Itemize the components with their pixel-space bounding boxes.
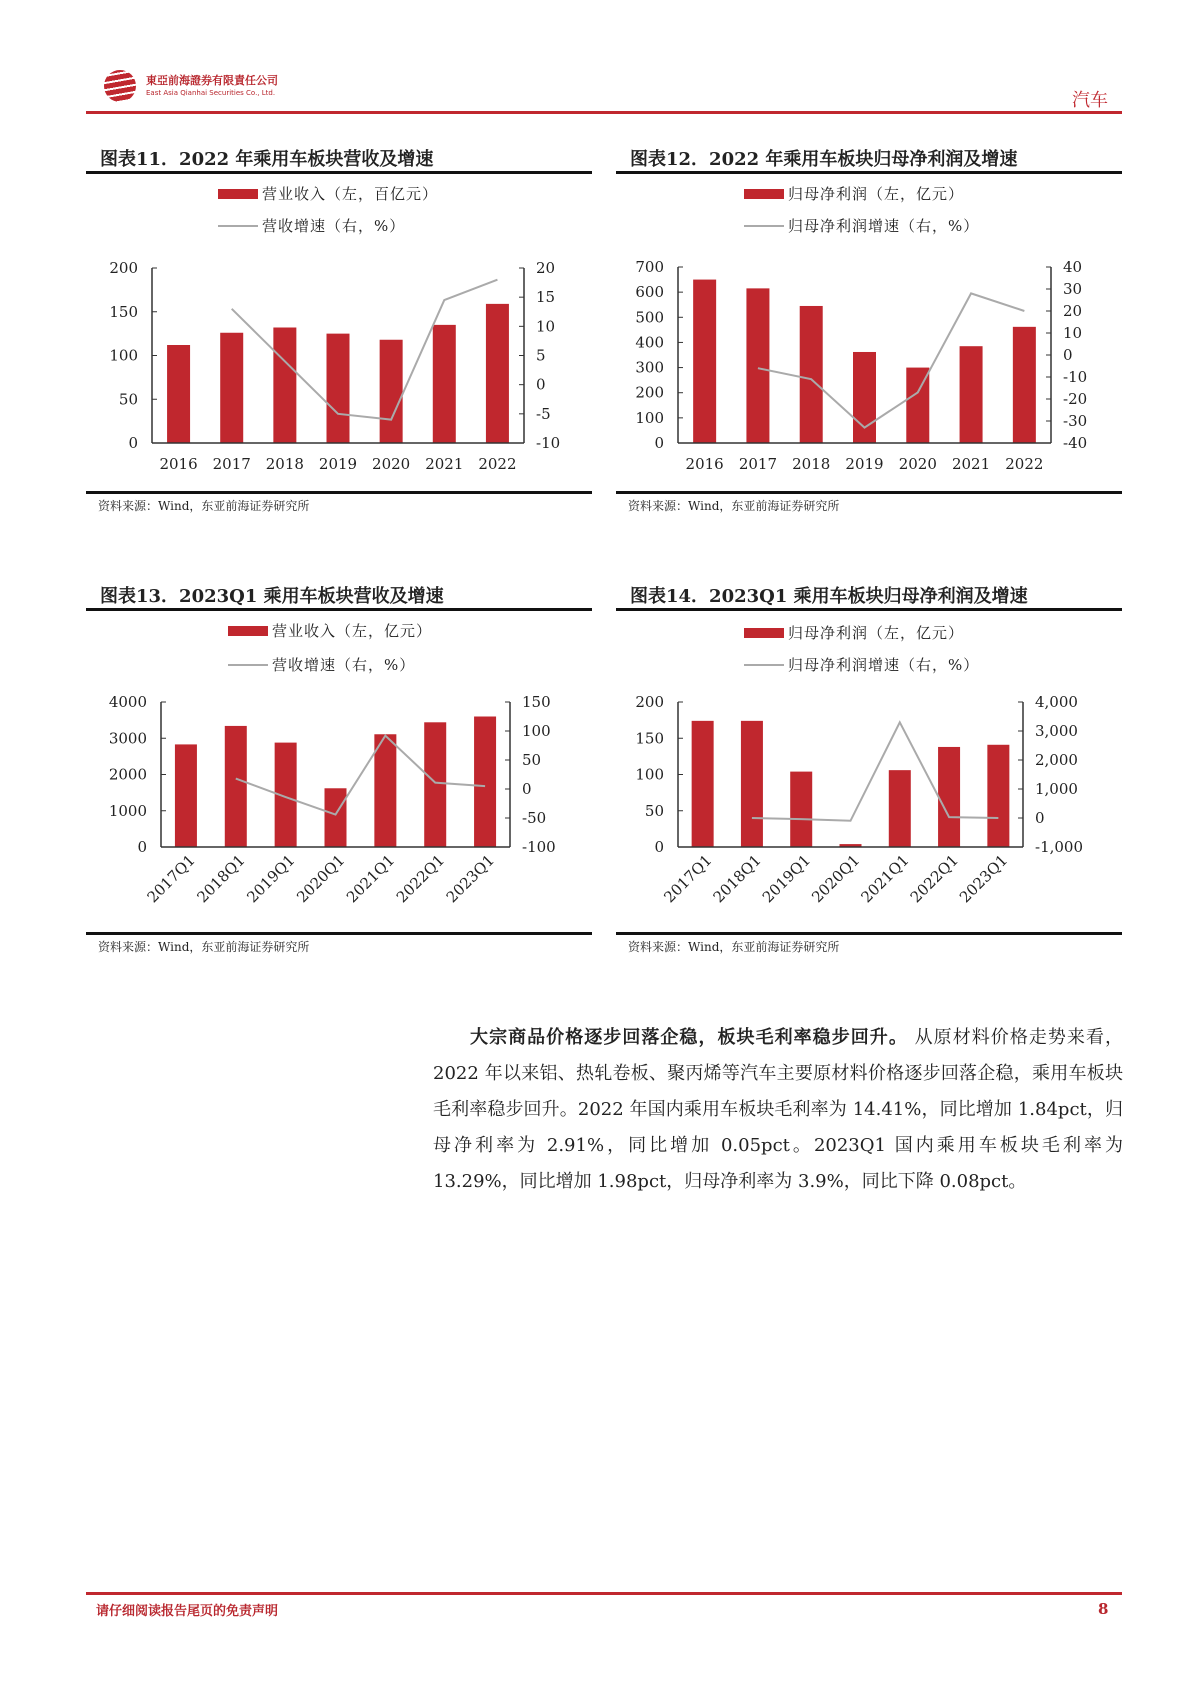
right-tick-label: 20 xyxy=(536,259,556,277)
right-tick-label: 0 xyxy=(1035,809,1045,827)
paragraph-text: 从原材料价格走势来看，2022 年以来铝、热轧卷板、聚丙烯等汽车主要原材料价格逐步回落企稳，乘用车板块毛利率稳步回升。2022 年国内乘用车板块毛利率为 14.41%，同比增加 1.84pct，归母净利率为 2.91%，同比增加 0.05pct。2023Q1 国内乘用车板块毛利率为 13.29%，同比增加 1.98pct，归母净利率为 3.9%，同比下降 0.08pct。 xyxy=(433,1027,1124,1192)
x-tick-label: 2019 xyxy=(318,455,358,473)
right-tick-label: 0 xyxy=(522,780,532,798)
right-tick-label: -10 xyxy=(1063,368,1088,386)
source-note: 资料来源：Wind，东亚前海证券研究所 xyxy=(98,499,310,513)
right-tick-label: 50 xyxy=(522,751,542,769)
legend-label: 归母净利润增速（右，%） xyxy=(788,656,980,674)
chart-plot xyxy=(616,145,1122,545)
left-tick-label: 3000 xyxy=(108,729,147,748)
left-tick-label: 150 xyxy=(109,302,138,321)
chart-panel-13 xyxy=(86,582,592,982)
chart-plot xyxy=(616,582,1122,982)
left-tick-label: 700 xyxy=(635,258,664,276)
right-tick-label: 20 xyxy=(1063,302,1083,320)
bar-2021 xyxy=(433,325,456,443)
chart-title: 图表13．2023Q1 乘用车板块营收及增速 xyxy=(100,586,444,607)
bar-2017Q1 xyxy=(175,744,197,847)
x-tick-label: 2022 xyxy=(478,455,517,473)
x-tick-label: 2020 xyxy=(372,455,411,473)
chart-plot xyxy=(86,145,592,545)
right-tick-label: 2,000 xyxy=(1035,751,1078,769)
legend-label: 归母净利润（左，亿元） xyxy=(788,624,965,642)
bar-2020Q1 xyxy=(325,788,347,847)
x-tick-label: 2017 xyxy=(212,455,251,473)
left-tick-label: 150 xyxy=(635,729,664,748)
right-tick-label: 0 xyxy=(1063,346,1073,364)
right-tick-label: 30 xyxy=(1063,280,1083,298)
bar-2016 xyxy=(693,280,716,443)
right-tick-label: 150 xyxy=(522,693,551,711)
left-tick-label: 0 xyxy=(654,434,664,452)
left-tick-label: 100 xyxy=(109,346,138,365)
bar-2023Q1 xyxy=(474,717,496,848)
bar-2019Q1 xyxy=(790,772,812,847)
x-tick-label: 2019Q1 xyxy=(758,851,815,907)
bar-2019 xyxy=(853,352,876,443)
legend-label: 营业收入（左，百亿元） xyxy=(262,185,439,203)
x-tick-label: 2022Q1 xyxy=(906,851,962,907)
bar-2022 xyxy=(486,304,509,443)
x-tick-label: 2017Q1 xyxy=(143,851,199,907)
left-tick-label: 500 xyxy=(635,308,664,327)
left-tick-label: 400 xyxy=(635,333,664,352)
header-divider xyxy=(86,111,1122,114)
right-tick-label: -30 xyxy=(1063,412,1088,430)
x-tick-label: 2021 xyxy=(425,455,464,473)
left-tick-label: 4000 xyxy=(108,693,147,711)
left-tick-label: 50 xyxy=(118,390,138,409)
legend-label: 归母净利润（左，亿元） xyxy=(788,185,965,203)
x-tick-label: 2018Q1 xyxy=(709,851,765,907)
company-logo-icon xyxy=(104,70,136,102)
x-tick-label: 2018 xyxy=(265,455,304,473)
right-tick-label: -1,000 xyxy=(1035,838,1084,856)
chart-title: 图表11．2022 年乘用车板块营收及增速 xyxy=(100,149,434,170)
x-tick-label: 2018 xyxy=(792,455,831,473)
chart-panel-12 xyxy=(616,145,1122,545)
source-note: 资料来源：Wind，东亚前海证券研究所 xyxy=(628,499,840,513)
page-number: 8 xyxy=(1098,1600,1109,1618)
bar-2018Q1 xyxy=(225,726,247,847)
x-tick-label: 2020 xyxy=(898,455,937,473)
source-note: 资料来源：Wind，东亚前海证券研究所 xyxy=(628,940,840,954)
bar-2018Q1 xyxy=(741,721,763,847)
bar-2017 xyxy=(746,288,769,443)
left-tick-label: 1000 xyxy=(108,801,147,820)
sector-label: 汽车 xyxy=(1072,90,1108,111)
source-note: 资料来源：Wind，东亚前海证券研究所 xyxy=(98,940,310,954)
right-tick-label: -5 xyxy=(536,404,551,423)
left-tick-label: 2000 xyxy=(108,765,147,784)
x-tick-label: 2017 xyxy=(738,455,778,473)
right-tick-label: -40 xyxy=(1063,434,1088,452)
x-tick-label: 2021Q1 xyxy=(343,851,399,907)
paragraph-lead: 大宗商品价格逐步回落企稳，板块毛利率稳步回升。 xyxy=(469,1027,908,1048)
left-tick-label: 0 xyxy=(654,838,664,856)
bar-2019 xyxy=(327,334,350,443)
bar-2022 xyxy=(1013,327,1036,443)
right-tick-label: -20 xyxy=(1063,390,1088,408)
left-tick-label: 200 xyxy=(635,693,664,711)
bar-2018 xyxy=(800,306,823,443)
left-tick-label: 0 xyxy=(128,434,138,452)
right-tick-label: 10 xyxy=(1063,324,1083,342)
right-tick-label: -50 xyxy=(522,809,547,827)
left-tick-label: 600 xyxy=(635,283,664,302)
right-tick-label: 100 xyxy=(522,722,551,740)
left-tick-label: 200 xyxy=(635,383,664,402)
bar-2023Q1 xyxy=(987,745,1009,847)
growth-line xyxy=(752,722,998,820)
left-tick-label: 300 xyxy=(635,358,664,377)
x-tick-label: 2021 xyxy=(951,455,991,473)
x-tick-label: 2023Q1 xyxy=(442,851,498,907)
company-name-cn: 東亞前海證券有限責任公司 xyxy=(146,74,278,87)
bar-2022Q1 xyxy=(938,747,960,847)
right-tick-label: 40 xyxy=(1063,258,1083,276)
x-tick-label: 2019Q1 xyxy=(243,851,299,907)
bar-2020 xyxy=(380,340,403,443)
x-tick-label: 2019 xyxy=(845,455,884,473)
chart-panel-11 xyxy=(86,145,592,545)
legend-label: 归母净利润增速（右，%） xyxy=(788,217,980,235)
bar-2018 xyxy=(273,328,296,444)
bar-2021 xyxy=(960,346,983,443)
growth-line xyxy=(236,736,485,815)
footer-divider xyxy=(86,1592,1122,1595)
bar-2021Q1 xyxy=(889,770,911,847)
right-tick-label: 5 xyxy=(536,346,546,365)
right-tick-label: -10 xyxy=(536,434,561,452)
left-tick-label: 100 xyxy=(635,765,664,784)
chart-panel-14 xyxy=(616,582,1122,982)
right-tick-label: -100 xyxy=(522,838,556,856)
x-tick-label: 2023Q1 xyxy=(956,851,1012,907)
left-tick-label: 50 xyxy=(644,801,664,820)
right-tick-label: 1,000 xyxy=(1035,780,1078,798)
body-paragraph xyxy=(433,1020,1123,1200)
x-tick-label: 2016 xyxy=(685,455,724,473)
disclaimer-note: 请仔细阅读报告尾页的免责声明 xyxy=(96,1604,279,1619)
x-tick-label: 2017Q1 xyxy=(660,851,716,907)
left-tick-label: 200 xyxy=(109,259,138,277)
right-tick-label: 3,000 xyxy=(1035,722,1078,740)
growth-line xyxy=(232,280,498,420)
bar-2016 xyxy=(167,345,190,443)
chart-title: 图表14．2023Q1 乘用车板块归母净利润及增速 xyxy=(630,586,1028,607)
legend-label: 营收增速（右，%） xyxy=(262,217,406,235)
bar-2017 xyxy=(220,333,243,443)
bar-2021Q1 xyxy=(374,734,396,847)
right-tick-label: 15 xyxy=(536,288,556,307)
right-tick-label: 0 xyxy=(536,375,546,394)
bar-2022Q1 xyxy=(424,722,446,847)
legend-label: 营收增速（右，%） xyxy=(272,656,416,674)
left-tick-label: 100 xyxy=(635,408,664,427)
x-tick-label: 2020Q1 xyxy=(293,851,349,907)
right-tick-label: 4,000 xyxy=(1035,693,1078,711)
legend-label: 营业收入（左，亿元） xyxy=(272,622,433,640)
x-tick-label: 2022 xyxy=(1005,455,1044,473)
x-tick-label: 2020Q1 xyxy=(808,851,864,907)
x-tick-label: 2022Q1 xyxy=(392,851,449,907)
growth-line xyxy=(758,293,1024,427)
company-name-en: East Asia Qianhai Securities Co., Ltd. xyxy=(146,89,276,97)
bar-2017Q1 xyxy=(692,721,714,847)
chart-plot xyxy=(86,582,592,982)
x-tick-label: 2016 xyxy=(159,455,198,473)
left-tick-label: 0 xyxy=(137,838,147,856)
right-tick-label: 10 xyxy=(536,317,556,336)
x-tick-label: 2021Q1 xyxy=(857,851,913,907)
x-tick-label: 2018Q1 xyxy=(193,851,249,907)
chart-title: 图表12．2022 年乘用车板块归母净利润及增速 xyxy=(630,149,1018,170)
